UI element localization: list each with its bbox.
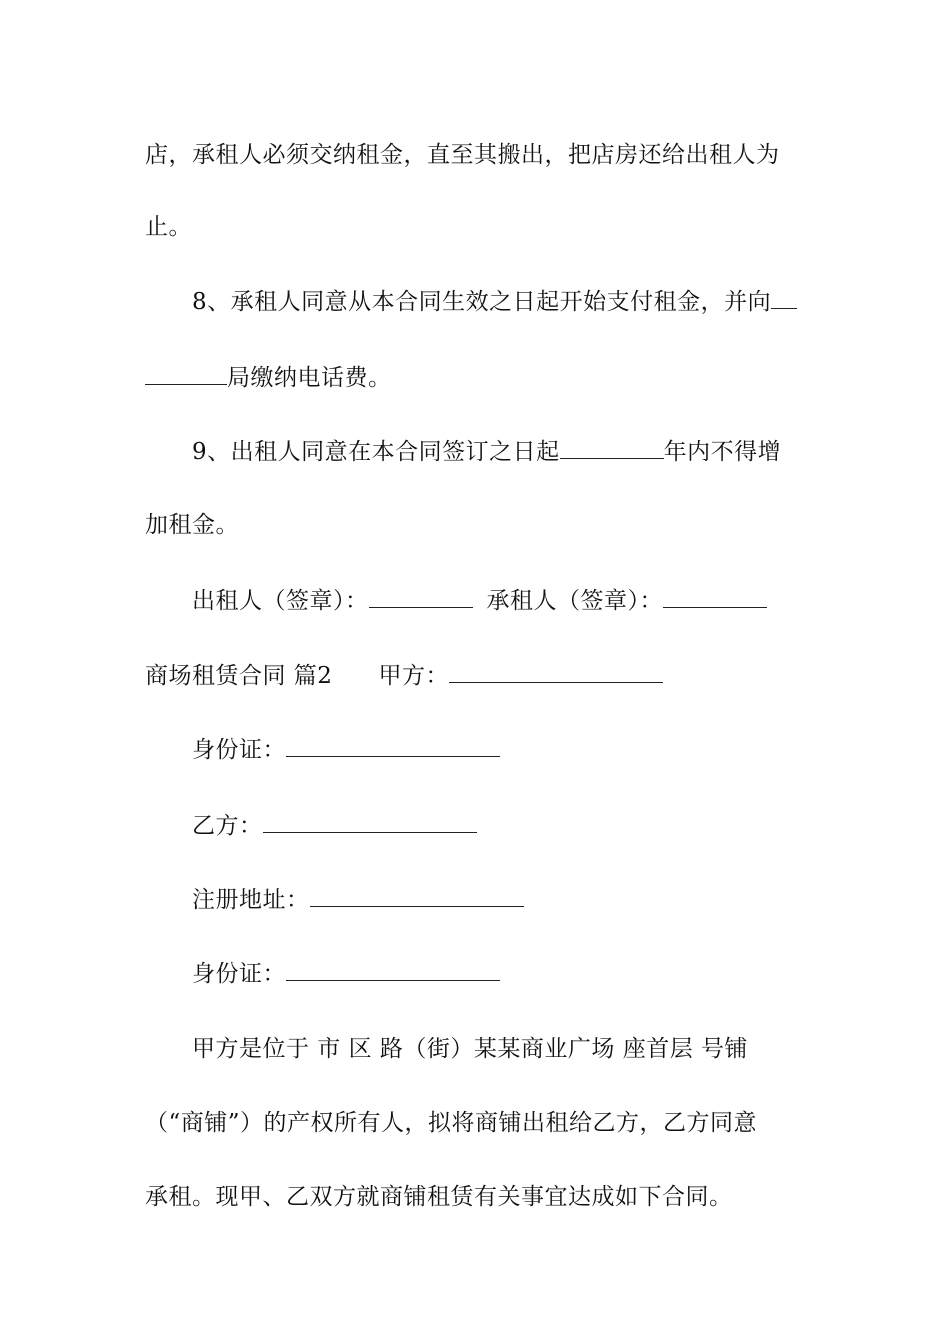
- registered-address-line: [145, 884, 807, 915]
- party-b-id-line: [145, 958, 807, 989]
- clause-9-text-end: 年内不得增: [663, 439, 782, 465]
- party-a-id-label: 身份证：: [192, 737, 286, 763]
- blank-line: [369, 585, 473, 608]
- contract-2-heading-line: [145, 660, 807, 691]
- blank-line: [310, 884, 524, 907]
- blank-line: [449, 660, 663, 683]
- paragraph-line-1: 店，承租人必须交纳租金，直至其搬出，把店房还给出租人为: [145, 142, 780, 168]
- clause-9-line-1: [145, 436, 807, 467]
- body-paragraph-line-1: 甲方是位于 市 区 路（街）某某商业广场 座首层 号铺: [192, 1036, 749, 1062]
- contract-2-title: 商场租赁合同 篇2: [145, 663, 333, 689]
- paragraph-line-2: 止。: [145, 214, 192, 240]
- signature-line: [145, 585, 807, 616]
- blank-line: [286, 734, 500, 757]
- registered-address-label: 注册地址：: [192, 887, 310, 913]
- party-b-id-label: 身份证：: [192, 961, 286, 987]
- lessor-signature-label: 出租人（签章）：: [192, 588, 369, 614]
- party-a-label: 甲方：: [378, 663, 449, 689]
- blank-line: [771, 286, 797, 309]
- clause-8-line-1: [145, 286, 807, 317]
- party-b-label: 乙方：: [192, 813, 263, 839]
- clause-8-text: 8、承租人同意从本合同生效之日起开始支付租金，并向: [192, 289, 772, 315]
- clause-8-text-end: 局缴纳电话费。: [227, 365, 392, 391]
- clause-9-line-2: 加租金。: [145, 512, 239, 538]
- blank-line: [560, 436, 664, 459]
- party-a-id-line: [145, 734, 807, 765]
- blank-line: [663, 585, 767, 608]
- body-paragraph-line-3: 承租。现甲、乙双方就商铺租赁有关事宜达成如下合同。: [145, 1184, 733, 1210]
- body-paragraph-line-2: （“商铺”）的产权所有人，拟将商铺出租给乙方，乙方同意: [145, 1110, 758, 1136]
- lessee-signature-label: 承租人（签章）：: [486, 588, 663, 614]
- clause-9-text: 9、出租人同意在本合同签订之日起: [192, 439, 560, 465]
- clause-8-line-2: [145, 362, 807, 393]
- party-b-line: [145, 810, 807, 841]
- blank-line: [286, 958, 500, 981]
- blank-line: [145, 362, 227, 385]
- blank-line: [263, 810, 477, 833]
